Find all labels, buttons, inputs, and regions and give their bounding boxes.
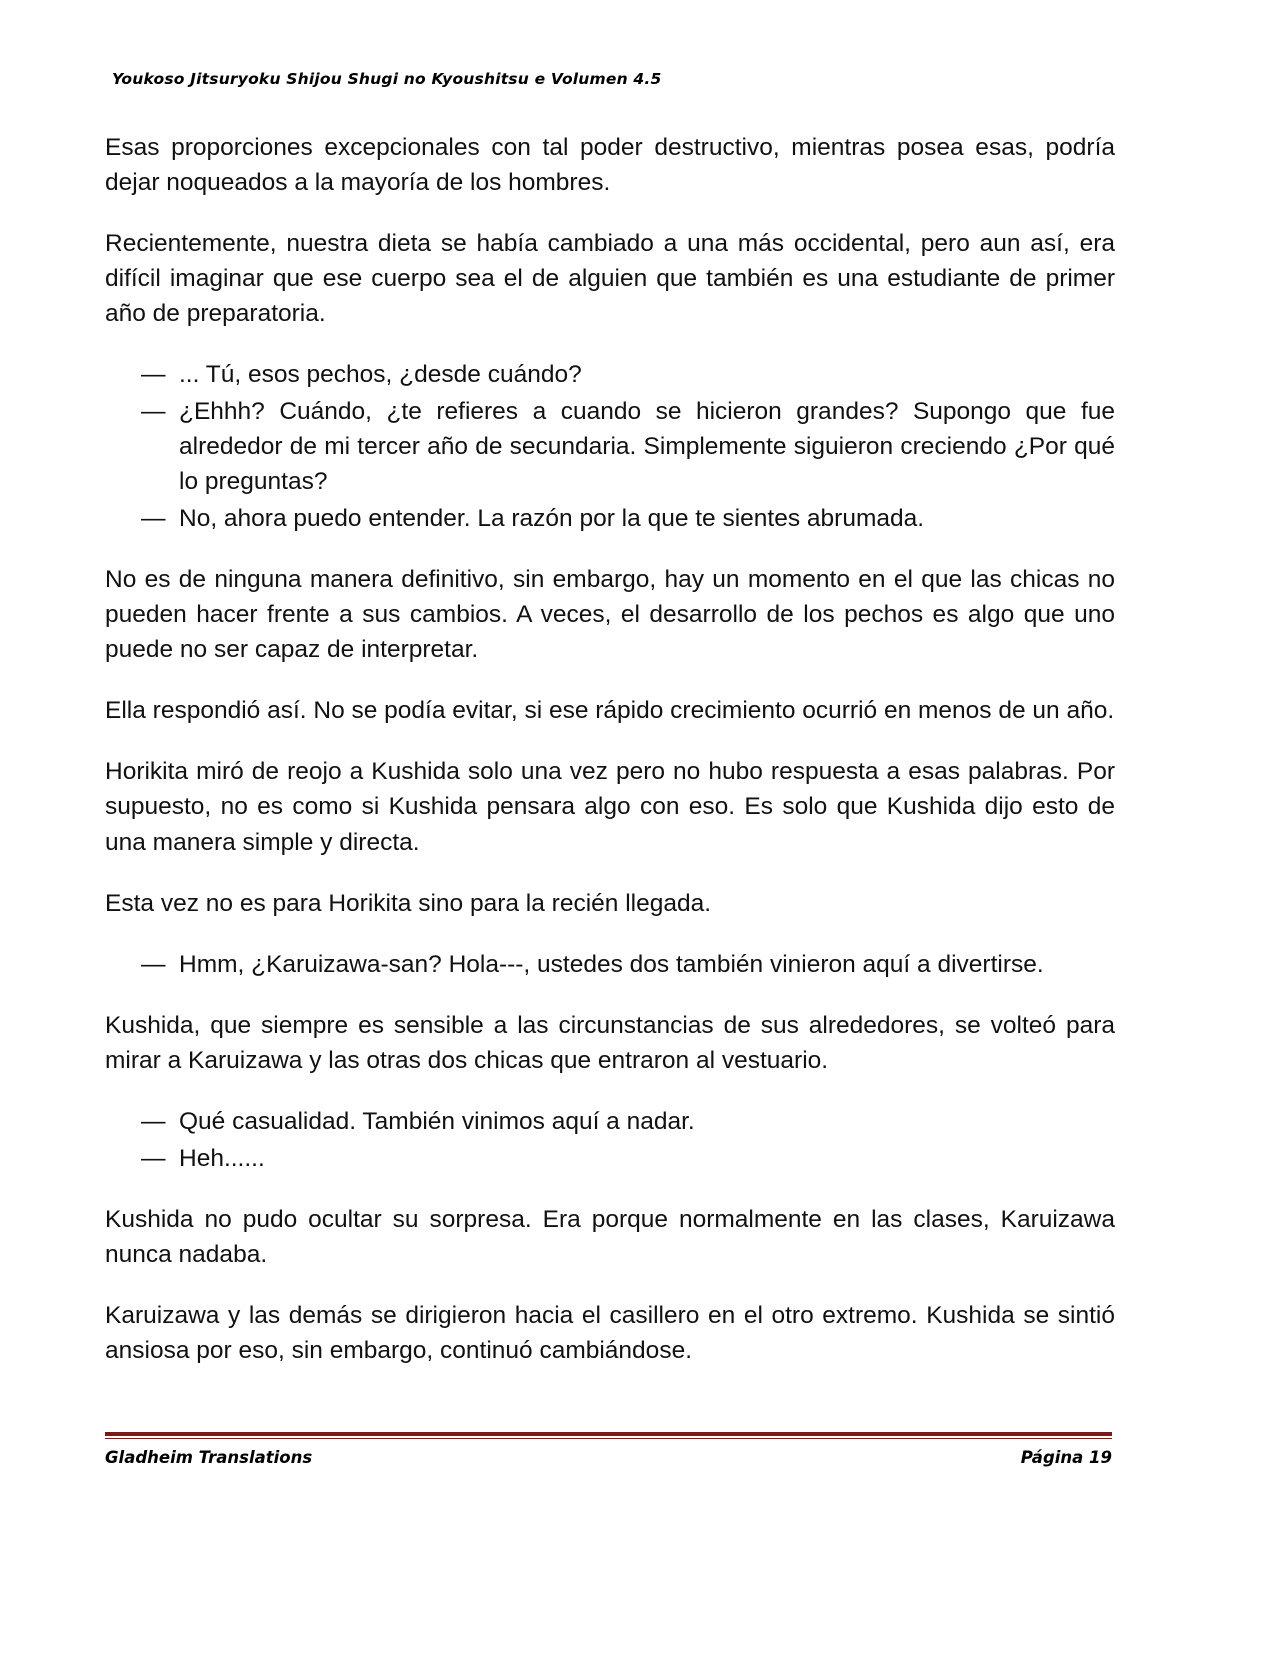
- dialogue-block: [105, 1104, 1115, 1176]
- dialogue-line: [141, 1141, 1115, 1176]
- paragraph: Kushida, que siempre es sensible a las circunstancias de sus alrededores, se volteó para mirar a Karuizawa y las otras dos chicas que entraron al vestuario.: [105, 1011, 1115, 1074]
- dialogue-block: [105, 357, 1115, 536]
- dialogue-dash: —: [141, 505, 166, 533]
- dialogue-block: [105, 947, 1115, 982]
- dialogue-text: ... Tú, esos pechos, ¿desde cuándo?: [179, 361, 582, 389]
- dialogue-text: Heh......: [179, 1144, 265, 1172]
- paragraph: Esta vez no es para Horikita sino para la recién llegada.: [105, 889, 712, 917]
- footer-divider: [105, 1432, 1112, 1436]
- dialogue-line: [141, 1104, 1115, 1139]
- paragraph: Recientemente, nuestra dieta se había cambiado a una más occidental, pero aun así, era difícil imaginar que ese cuerpo sea el de alguien que también es una estudiante de primer año de preparatoria.: [105, 230, 1115, 328]
- footer-credit: Gladheim Translations: [105, 1448, 313, 1467]
- dialogue-text: ¿Ehhh? Cuándo, ¿te refieres a cuando se hicieron grandes? Supongo que fue alrededor de mi tercer año de secundaria. Simplemente siguieron creciendo ¿Por qué lo preguntas?: [179, 398, 1115, 496]
- dialogue-dash: —: [141, 361, 166, 389]
- dialogue-line: [141, 394, 1115, 499]
- dialogue-line: [141, 501, 1115, 536]
- header-title: Youkoso Jitsuryoku Shijou Shugi no Kyoushitsu e Volumen 4.5: [112, 70, 662, 88]
- dialogue-text: Hmm, ¿Karuizawa-san? Hola---, ustedes dos también vinieron aquí a divertirse.: [179, 950, 1044, 978]
- page-content: [105, 130, 1115, 1394]
- paragraph: Horikita miró de reojo a Kushida solo una vez pero no hubo respuesta a esas palabras. Por supuesto, no es como si Kushida pensara algo con eso. Es solo que Kushida dijo esto de una manera simple y directa.: [105, 758, 1115, 856]
- dialogue-dash: —: [141, 1107, 166, 1135]
- dialogue-dash: —: [141, 1144, 166, 1172]
- dialogue-text: Qué casualidad. También vinimos aquí a nadar.: [179, 1107, 695, 1135]
- paragraph: No es de ninguna manera definitivo, sin embargo, hay un momento en el que las chicas no pueden hacer frente a sus cambios. A veces, el desarrollo de los pechos es algo que uno puede no ser capaz de interpretar.: [105, 566, 1115, 664]
- dialogue-dash: —: [141, 398, 166, 426]
- dialogue-line: [141, 947, 1115, 982]
- page-footer: [105, 1448, 1112, 1467]
- paragraph: Kushida no pudo ocultar su sorpresa. Era porque normalmente en las clases, Karuizawa nunca nadaba.: [105, 1205, 1115, 1268]
- page-number: Página 19: [1020, 1448, 1112, 1467]
- dialogue-text: No, ahora puedo entender. La razón por la que te sientes abrumada.: [179, 505, 925, 533]
- page-header: [112, 70, 1172, 88]
- paragraph: Karuizawa y las demás se dirigieron hacia el casillero en el otro extremo. Kushida se sintió ansiosa por eso, sin embargo, continuó cambiándose.: [105, 1301, 1115, 1364]
- dialogue-line: [141, 357, 1115, 392]
- paragraph: Ella respondió así. No se podía evitar, si ese rápido crecimiento ocurrió en menos de un año.: [105, 697, 1115, 725]
- paragraph: Esas proporciones excepcionales con tal poder destructivo, mientras posea esas, podría dejar noqueados a la mayoría de los hombres.: [105, 134, 1115, 197]
- footer-divider-thin: [105, 1438, 1112, 1439]
- dialogue-dash: —: [141, 950, 166, 978]
